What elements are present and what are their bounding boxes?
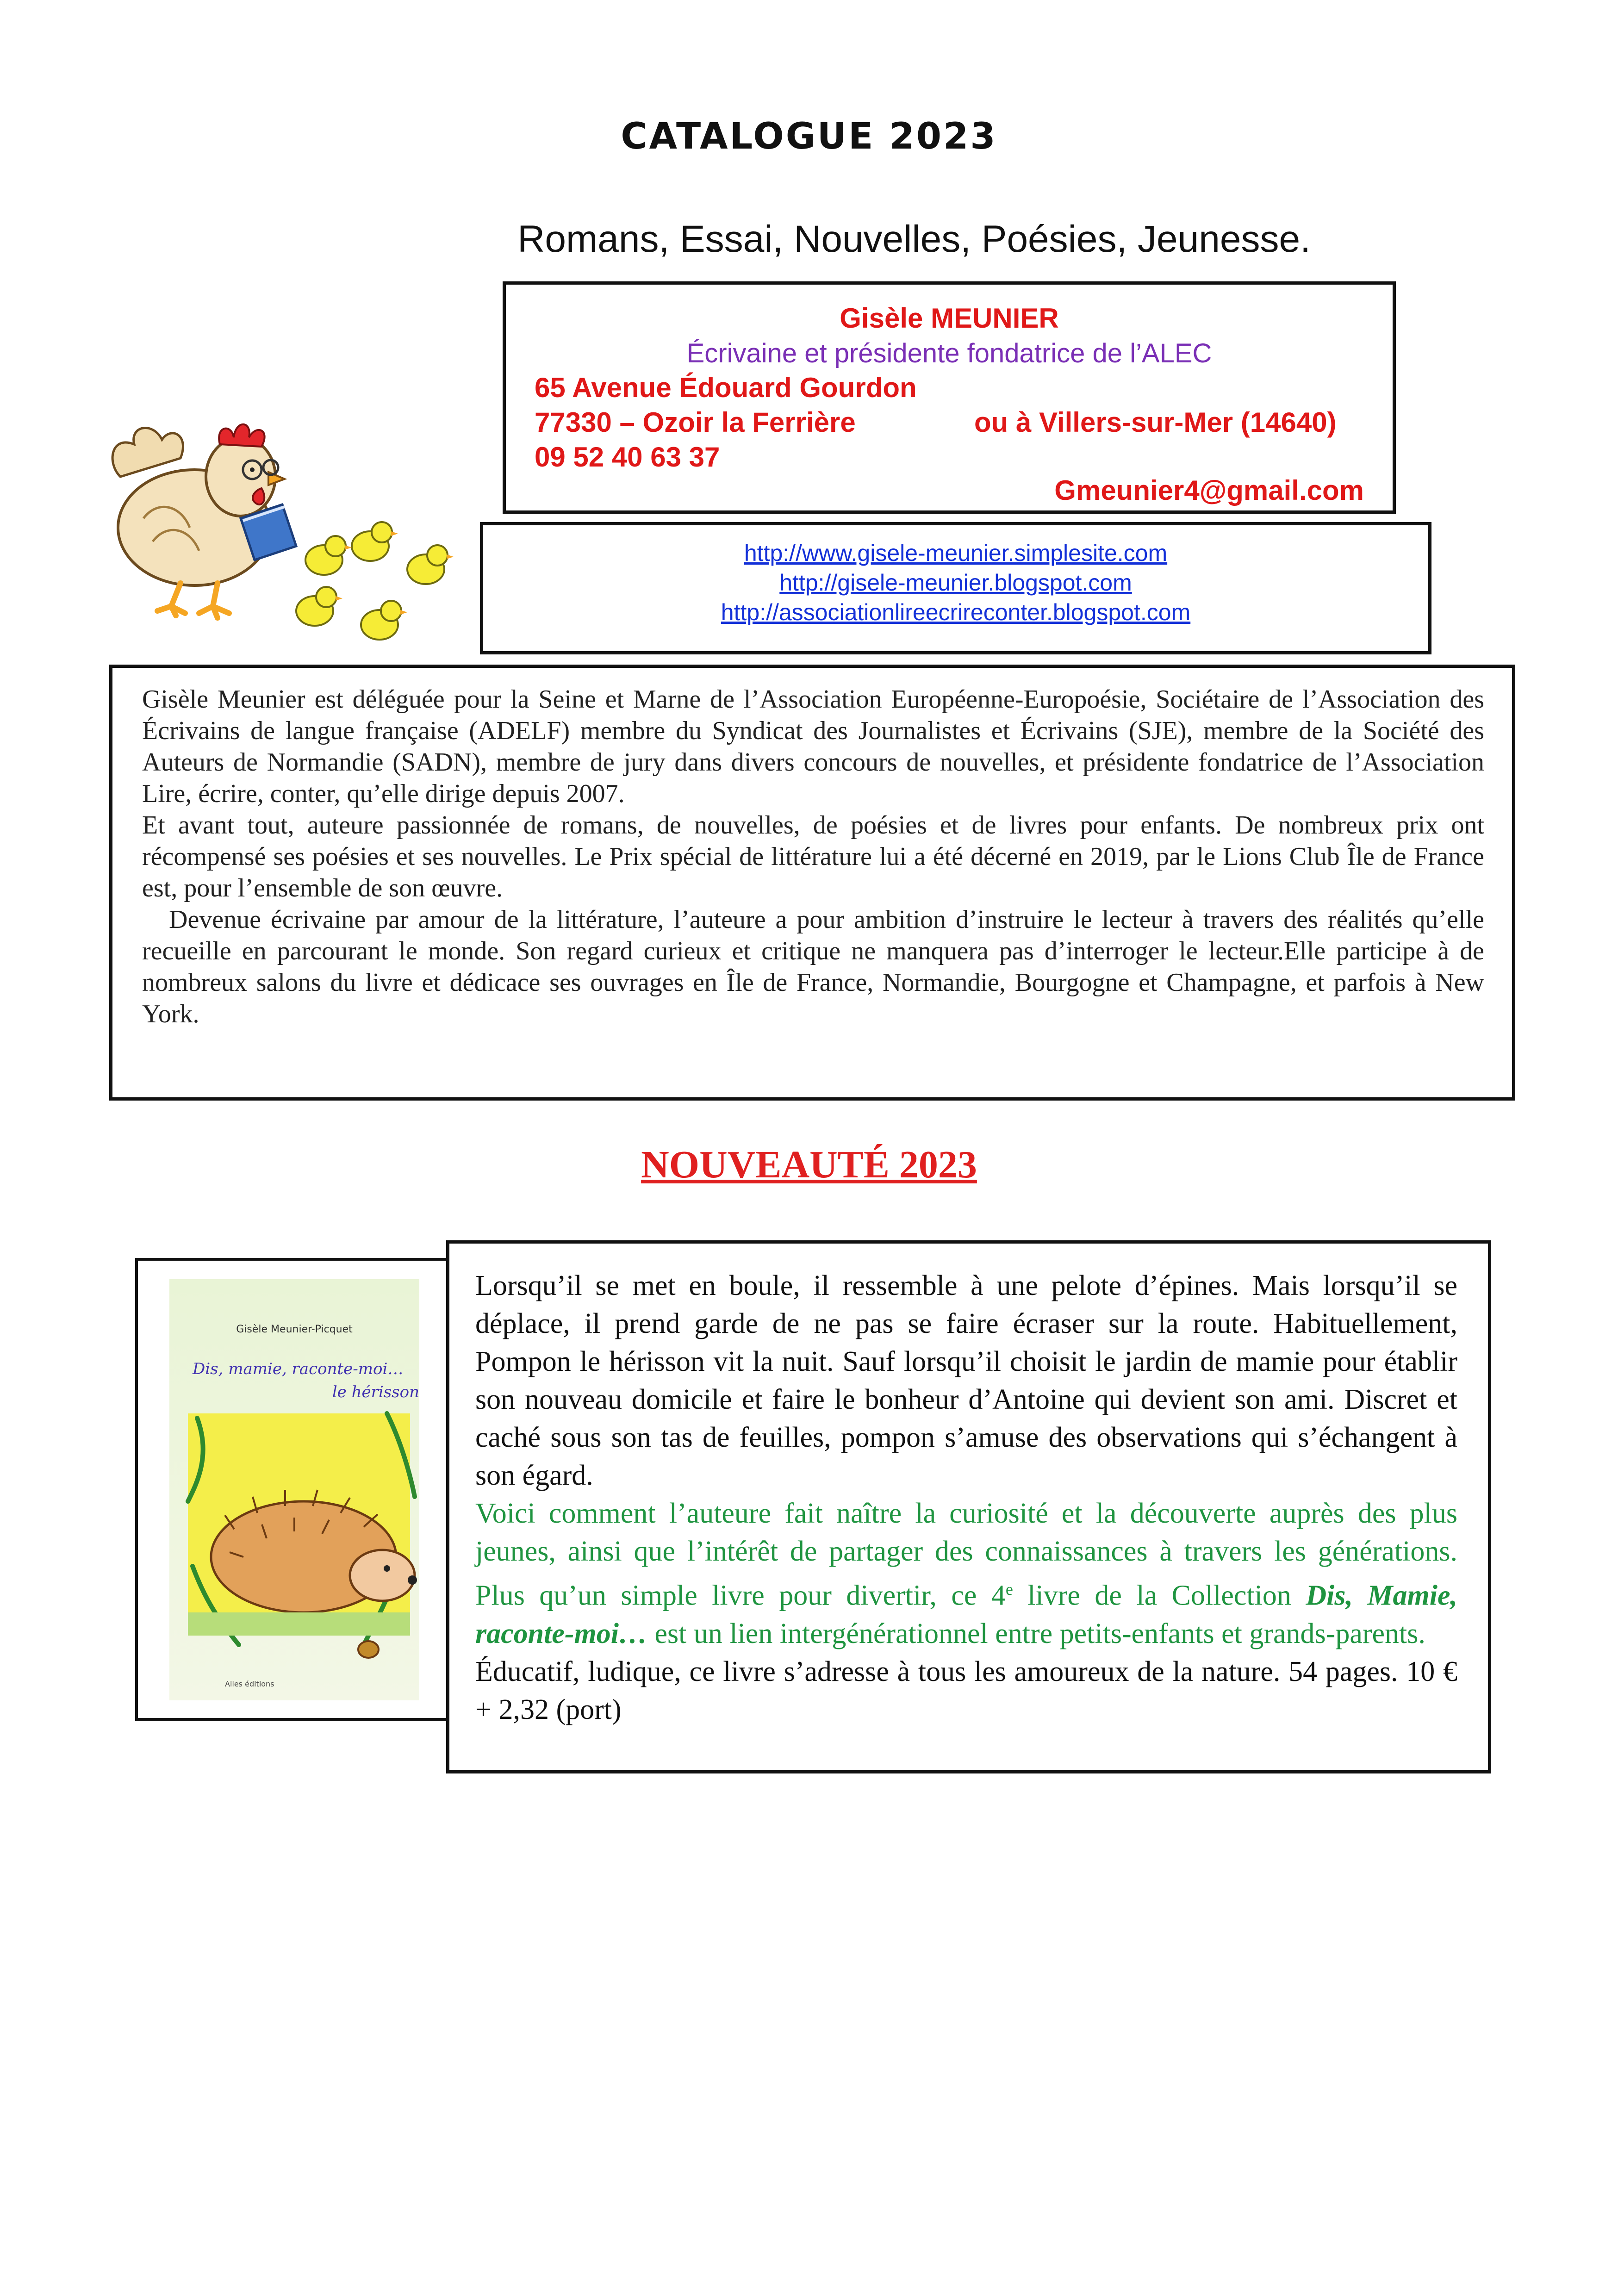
book-cover-frame — [135, 1258, 454, 1721]
hen-reading-illustration — [102, 407, 481, 666]
website-link-simplesite[interactable]: http://www.gisele-meunier.simplesite.com — [744, 540, 1168, 566]
biography-box — [109, 665, 1515, 1101]
website-link-blog[interactable]: http://gisele-meunier.blogspot.com — [779, 570, 1132, 596]
book-description-box — [446, 1240, 1491, 1773]
cover-title-line-1: Dis, mamie, raconte-moi… — [193, 1360, 404, 1378]
phone-number: 09 52 40 63 37 — [535, 442, 720, 473]
cover-title-line-2: le hérisson — [332, 1383, 419, 1401]
description-paragraph-2 — [475, 1494, 1457, 1653]
author-name: Gisèle MEUNIER — [840, 303, 1059, 334]
description-paragraph-3: Éducatif, ludique, ce livre s’adresse à tous les amoureux de la nature. 54 pages. 10 € + 2,32 (port) — [475, 1655, 1457, 1725]
links-box — [480, 522, 1431, 654]
description-p2-text-a: Voici comment l’auteure fait naître la curiosité et la découverte auprès des plus jeunes, ainsi que l’intérêt de partager des connaissances à travers les générations. Plus qu’un simple livre pour divertir, ce 4 — [475, 1498, 1457, 1612]
description-paragraph-1: Lorsqu’il se met en boule, il ressemble à une pelote d’épines. Mais lorsqu’il se déplace, il prend garde de ne pas se faire écraser sur la route. Habituellement, Pompon le hérisson vit la nuit. Sauf lorsqu’il choisit le jardin de mamie pour établir son nouveau domicile et faire le bonheur d’Antoine qui devient son ami. Discret et caché sous son tas de feuilles, pompon s’amuse des observations qui s’échangent à son égard. — [475, 1270, 1457, 1491]
cover-publisher: Ailes éditions — [225, 1680, 274, 1688]
alt-location: ou à Villers-sur-Mer (14640) — [974, 407, 1337, 438]
website-link-association-blog[interactable]: http://associationlireecrireconter.blogspot.com — [721, 599, 1191, 625]
collection-name: Dis, Mamie, raconte-moi… — [475, 1580, 1457, 1649]
bio-paragraph-1: Gisèle Meunier est déléguée pour la Seine et Marne de l’Association Européenne-Europoésie, Sociétaire de l’Association des Écrivains de langue française (ADELF) membre du Syndicat des Journalistes et Écrivains (SJE), membre de la Société des Auteurs de Normandie (SADN), membre de jury dans divers concours de nouvelles, et présidente fondatrice de l’Association Lire, écrire, conter, qu’elle dirige depuis 2007. — [142, 685, 1484, 808]
description-p2-text-c: est un lien intergénérationnel entre petits-enfants et grands-parents. — [647, 1618, 1425, 1649]
description-p2-text-b: livre de la Collection — [1013, 1580, 1306, 1612]
new-release-heading: NOUVEAUTÉ 2023 — [641, 1143, 977, 1186]
address-line: 65 Avenue Édouard Gourdon — [535, 372, 917, 403]
author-role: Écrivaine et présidente fondatrice de l’ALEC — [686, 338, 1212, 368]
page-title: CATALOGUE 2023 — [621, 116, 997, 157]
contact-box — [503, 281, 1396, 514]
ordinal-suffix: e — [1005, 1580, 1013, 1599]
page-subtitle: Romans, Essai, Nouvelles, Poésies, Jeunesse. — [517, 218, 1311, 260]
bio-paragraph-2: Et avant tout, auteure passionnée de romans, de nouvelles, de poésies et de livres pour enfants. De nombreux prix ont récompensé ses poésies et ses nouvelles. Le Prix spécial de littérature lui a été décerné en 2019, par le Lions Club Île de France est, pour l’ensemble de son œuvre. — [142, 811, 1484, 902]
email-address[interactable]: Gmeunier4@gmail.com — [1054, 475, 1364, 506]
cover-author: Gisèle Meunier-Picquet — [236, 1324, 353, 1335]
book-cover-image — [169, 1279, 419, 1700]
bio-paragraph-3: Devenue écrivaine par amour de la littérature, l’auteure a pour ambition d’instruire le lecteur à travers des réalités qu’elle recueille en parcourant le monde. Son regard curieux et critique ne manquera pas d’interroger le lecteur.Elle participe à de nombreux salons du livre et dédicace ses ouvrages en Île de France, Normandie, Bourgogne et Champagne, et parfois à New York. — [142, 905, 1484, 1028]
city-line: 77330 – Ozoir la Ferrière — [535, 407, 856, 438]
